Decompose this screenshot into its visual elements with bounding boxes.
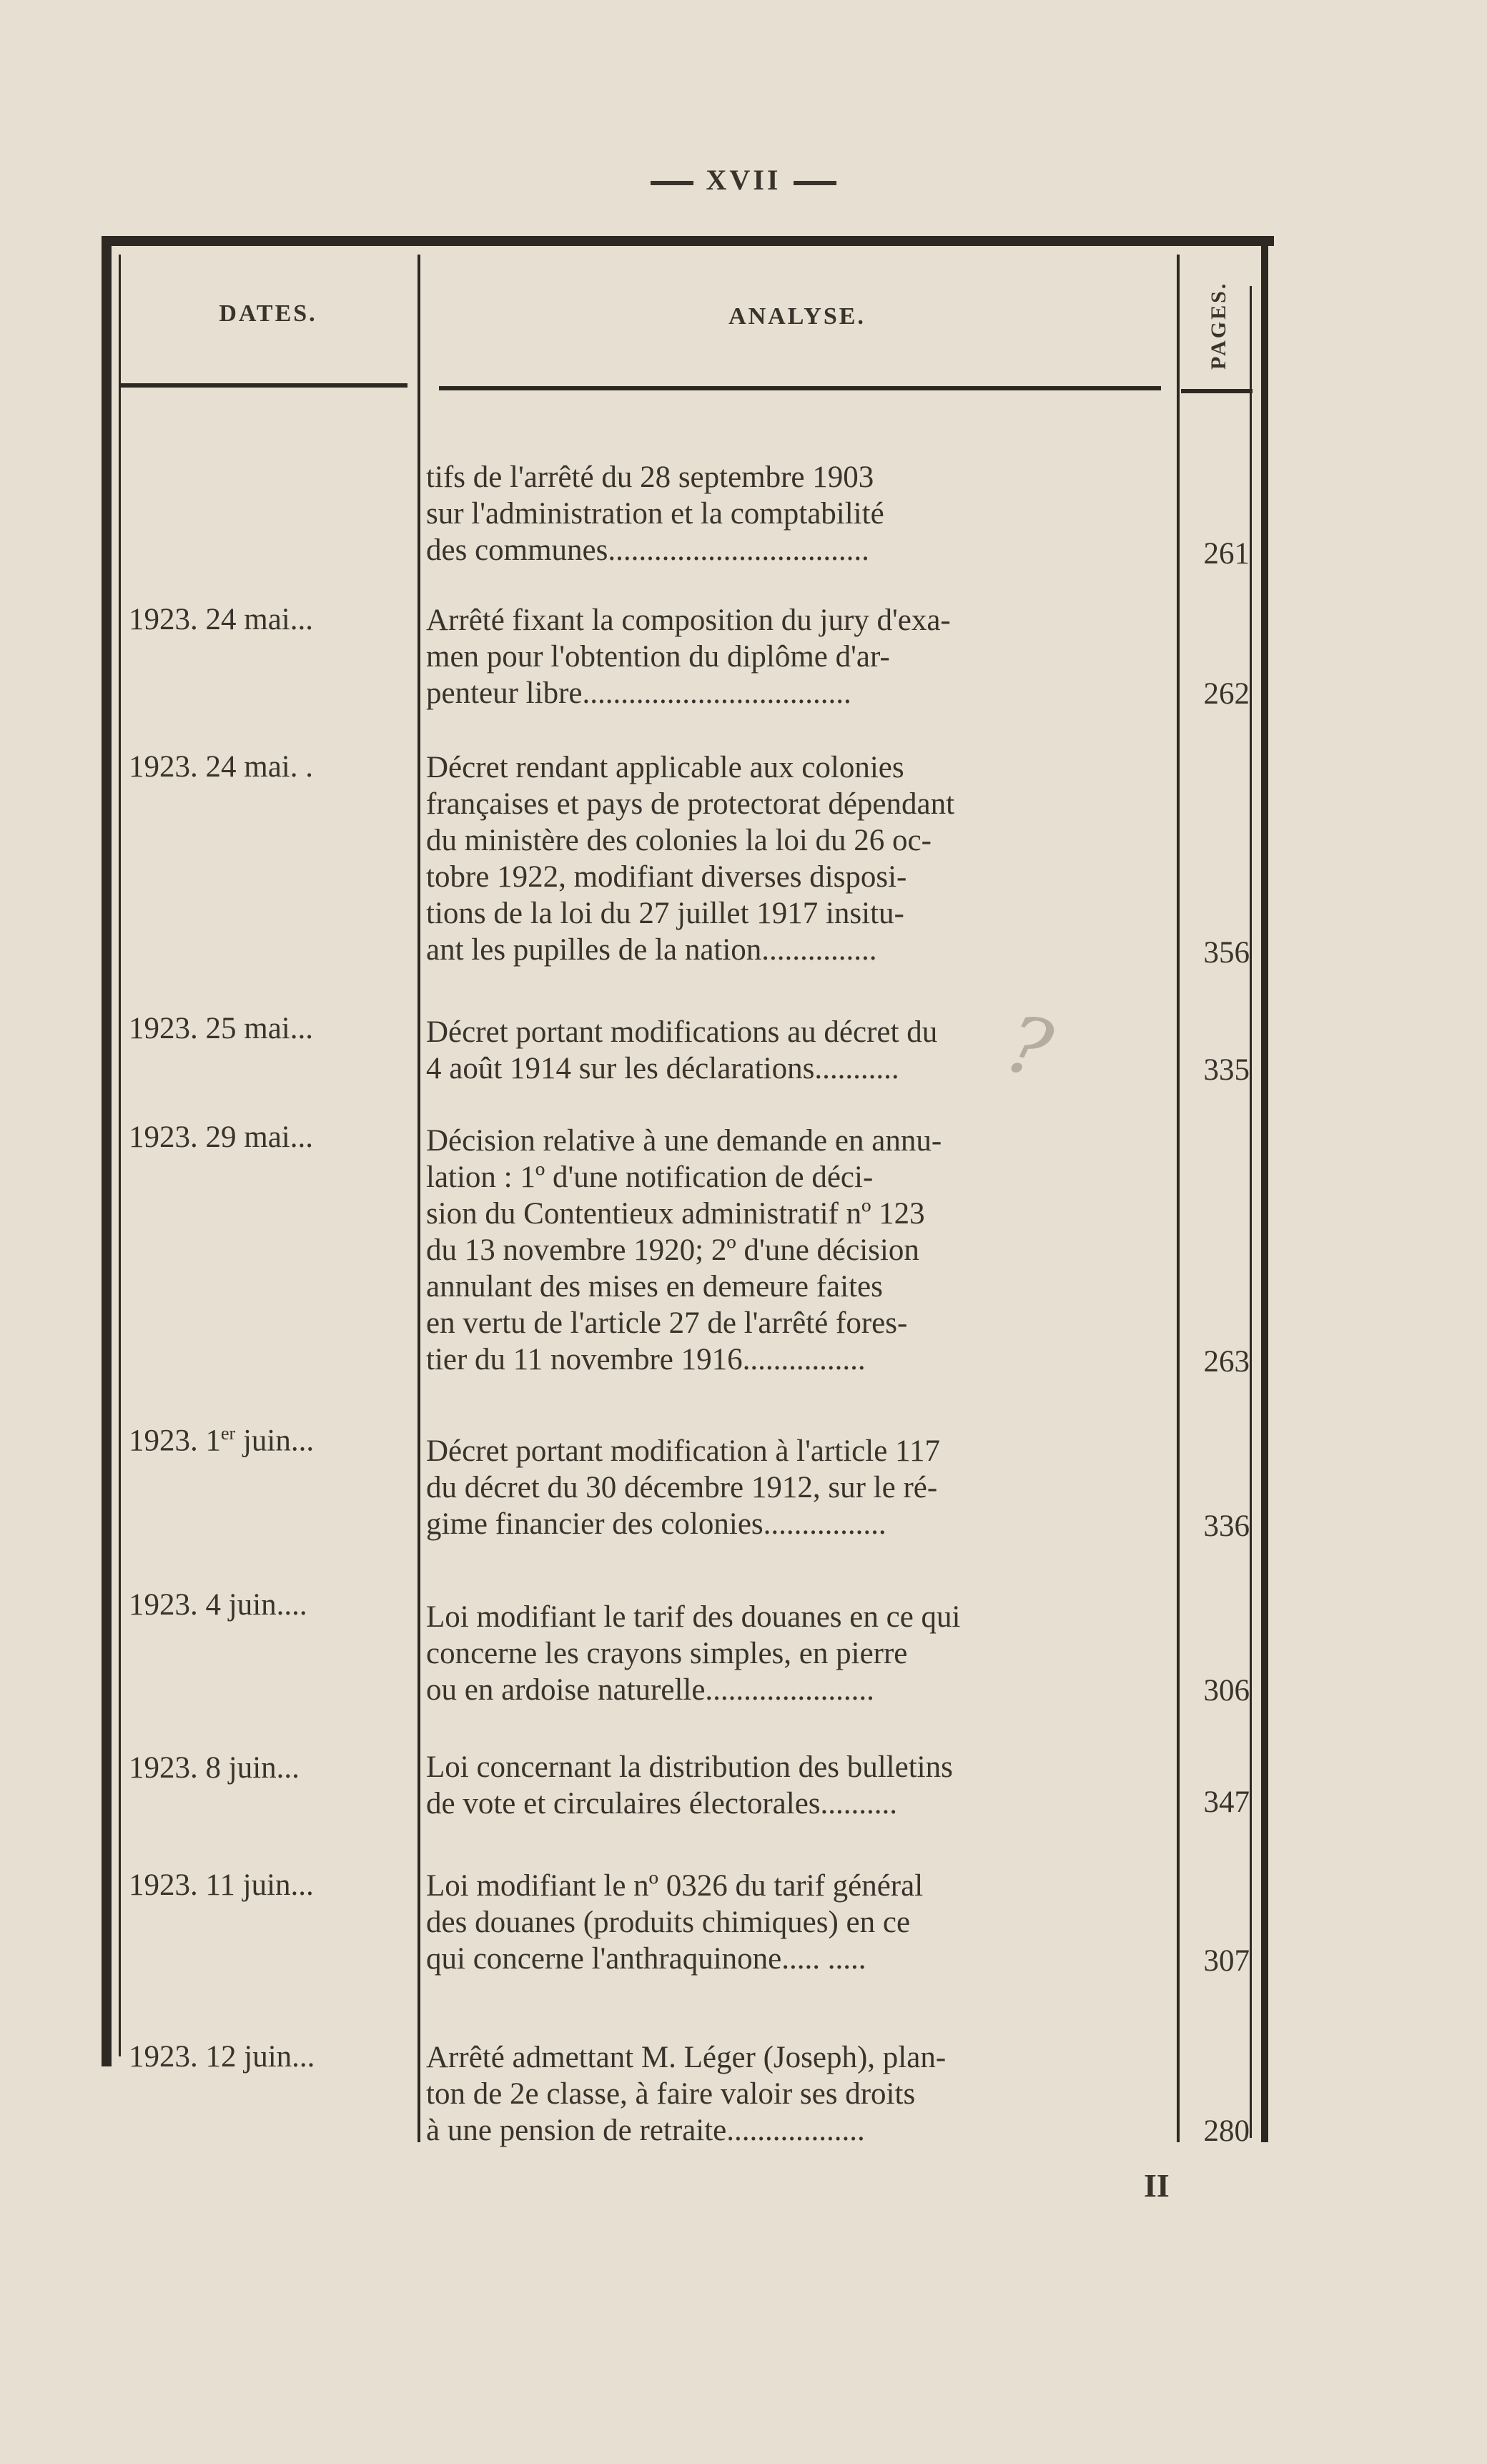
row-date: 1923. 24 mai... xyxy=(129,603,313,636)
analysis-line: Arrêté fixant la composition du jury d'exa- xyxy=(426,603,951,637)
row-page: 307 xyxy=(1203,1944,1250,1978)
row-page: 261 xyxy=(1203,537,1250,571)
row-analysis xyxy=(426,1599,1162,1708)
row-date: 1923. 11 juin... xyxy=(129,1868,314,1902)
analysis-line: Décret portant modifications au décret du xyxy=(426,1015,938,1049)
analysis-line: Loi modifiant le tarif des douanes en ce qui xyxy=(426,1600,961,1634)
analysis-line: tobre 1922, modifiant diverses disposi- xyxy=(426,860,907,894)
analysis-line: Arrêté admettant M. Léger (Joseph), plan- xyxy=(426,2041,947,2074)
column-header-pages: PAGES. xyxy=(1207,281,1230,370)
analysis-line: ant les pupilles de la nation............... xyxy=(426,933,877,967)
analysis-line: Loi concernant la distribution des bulletins xyxy=(426,1750,953,1784)
analysis-line: en vertu de l'article 27 de l'arrêté fores- xyxy=(426,1306,908,1340)
column-divider-pages xyxy=(1177,255,1180,2142)
header-rule-analyse xyxy=(439,386,1161,390)
row-page: 335 xyxy=(1203,1053,1250,1087)
analysis-line: annulant des mises en demeure faites xyxy=(426,1270,883,1304)
column-header-dates: DATES. xyxy=(219,300,317,327)
analysis-line: men pour l'obtention du diplôme d'ar- xyxy=(426,640,890,674)
row-date: 1923. 24 mai. . xyxy=(129,750,313,784)
table-right-border xyxy=(1261,240,1268,2142)
row-page: 262 xyxy=(1203,677,1250,711)
analysis-line: qui concerne l'anthraquinone..... ..... xyxy=(426,1942,866,1976)
header-rule-pages xyxy=(1181,389,1253,393)
row-date: 1923. 1er juin... xyxy=(129,1423,315,1458)
analysis-line: ton de 2e classe, à faire valoir ses droits xyxy=(426,2077,916,2111)
sheet-signature: II xyxy=(1144,2167,1170,2204)
analysis-line: concerne les crayons simples, en pierre xyxy=(426,1637,908,1670)
analysis-line: Décision relative à une demande en annu- xyxy=(426,1124,942,1158)
analysis-line: Décret rendant applicable aux colonies xyxy=(426,751,904,784)
analysis-line: penteur libre................................... xyxy=(426,676,851,710)
row-page: 306 xyxy=(1203,1674,1250,1707)
row-date: 1923. 4 juin.... xyxy=(129,1588,307,1622)
analysis-line: du 13 novembre 1920; 2º d'une décision xyxy=(426,1233,919,1267)
analysis-line: Décret portant modification à l'article 117 xyxy=(426,1434,940,1468)
row-date: 1923. 29 mai... xyxy=(129,1120,313,1154)
table-left-border xyxy=(102,236,112,2066)
analysis-line: de vote et circulaires électorales.......... xyxy=(426,1787,898,1820)
analysis-line: sion du Contentieux administratif nº 123 xyxy=(426,1197,925,1231)
analysis-line: tier du 11 novembre 1916................ xyxy=(426,1343,866,1376)
row-date: 1923. 8 juin... xyxy=(129,1751,300,1785)
row-page: 280 xyxy=(1203,2114,1250,2148)
header-rule-dates xyxy=(119,383,407,388)
row-analysis xyxy=(426,1868,1162,1977)
page-header xyxy=(0,163,1487,197)
analysis-line: ou en ardoise naturelle...................... xyxy=(426,1673,874,1707)
analysis-line: des communes.................................. xyxy=(426,533,869,567)
row-analysis xyxy=(426,602,1162,711)
analysis-line: Loi modifiant le nº 0326 du tarif général xyxy=(426,1869,924,1903)
row-analysis xyxy=(426,749,1162,968)
column-header-analyse: ANALYSE. xyxy=(728,303,866,330)
table-left-inner-border xyxy=(119,255,121,2056)
analysis-line: sur l'administration et la comptabilité xyxy=(426,497,884,531)
analysis-line: du ministère des colonies la loi du 26 oc- xyxy=(426,824,932,857)
analysis-line: tifs de l'arrêté du 28 septembre 1903 xyxy=(426,460,874,494)
row-analysis xyxy=(426,459,1162,568)
pencil-annotation: ? xyxy=(997,997,1061,1097)
analysis-line: tions de la loi du 27 juillet 1917 insitu- xyxy=(426,897,904,930)
row-page: 356 xyxy=(1203,936,1250,970)
analysis-line: françaises et pays de protectorat dépendant xyxy=(426,787,955,821)
analysis-line: gime financier des colonies................ xyxy=(426,1507,886,1541)
row-page: 263 xyxy=(1203,1345,1250,1379)
analysis-line: lation : 1º d'une notification de déci- xyxy=(426,1160,874,1194)
row-page: 336 xyxy=(1203,1509,1250,1543)
header-dash-right xyxy=(794,181,836,185)
header-dash-left xyxy=(651,181,693,185)
column-divider-dates xyxy=(418,255,420,2142)
row-date: 1923. 25 mai... xyxy=(129,1012,313,1045)
analysis-line: des douanes (produits chimiques) en ce xyxy=(426,1906,911,1939)
row-analysis xyxy=(426,1123,1162,1378)
page-number: XVII xyxy=(706,164,781,196)
analysis-line: à une pension de retraite.................. xyxy=(426,2114,865,2147)
table-top-border xyxy=(102,236,1274,246)
row-analysis xyxy=(426,2039,1162,2149)
table-right-inner-border xyxy=(1250,286,1252,2138)
row-page: 347 xyxy=(1203,1785,1250,1819)
row-analysis xyxy=(426,1749,1162,1822)
row-date: 1923. 12 juin... xyxy=(129,2040,315,2074)
analysis-line: 4 août 1914 sur les déclarations........... xyxy=(426,1052,899,1085)
analysis-line: du décret du 30 décembre 1912, sur le ré- xyxy=(426,1471,938,1504)
row-analysis xyxy=(426,1433,1162,1542)
